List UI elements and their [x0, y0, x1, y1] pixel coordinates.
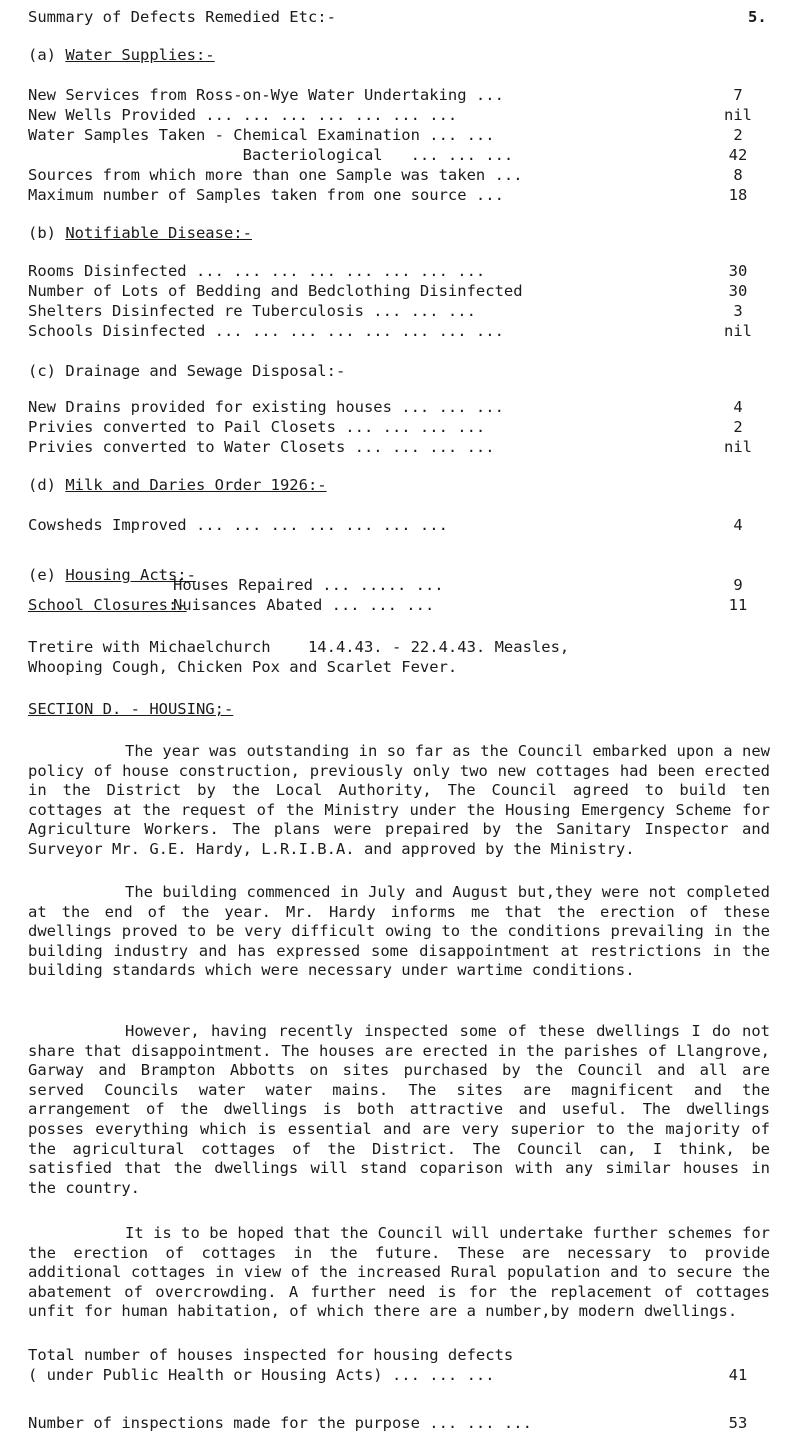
table-row: Houses Repaired ... ..... ... 9 [173, 576, 743, 594]
table-row: Bacteriological ... ... ... 42 [28, 146, 748, 164]
table-row: Sources from which more than one Sample was taken ... 8 [28, 166, 743, 184]
school-closures-heading: School Closures:- [28, 596, 187, 614]
table-row: Cowsheds Improved ... ... ... ... ... ... ... 4 [28, 516, 743, 534]
table-row: Number of Lots of Bedding and Bedclothing Disinfected 30 [28, 282, 748, 300]
table-row: Privies converted to Water Closets ... ... ... ... nil [28, 438, 752, 456]
paragraph: The year was outstanding in so far as the Council embarked upon a new policy of house construction, previously only two new cottages had been erected in the District by the Local Authority, The Council agreed to build ten cottages at the request of the Ministry under the Housing Emergency Scheme for Agriculture Workers. The plans were prepaired by the Sanitary Inspector and Surveyor Mr. G.E. Hardy, L.R.I.B.A. and approved by the Ministry. [28, 742, 770, 858]
paragraph: It is to be hoped that the Council will undertake further schemes for the erection of cottages in the future. These are necessary to provide additional cottages in view of the increased Rural population and to secure the abatement of overcrowding. A further need is for the replacement of cottages unfit for human habitation, of which there are a number,by modern dwellings. [28, 1224, 770, 1321]
table-row: Number of inspections made for the purpose ... ... ... 53 [28, 1414, 748, 1432]
closure-note-line: Whooping Cough, Chicken Pox and Scarlet Fever. [28, 658, 458, 676]
notifiable-disease-heading: (b) Notifiable Disease:- [28, 224, 252, 242]
closure-note-line: Tretire with Michaelchurch 14.4.43. - 22.4.43. Measles, [28, 638, 570, 656]
water-supplies-heading: (a) Water Supplies:- [28, 46, 215, 64]
table-row: Rooms Disinfected ... ... ... ... ... ... ... ... 30 [28, 262, 748, 280]
table-row: New Wells Provided ... ... ... ... ... ... ... nil [28, 106, 752, 124]
paragraph: The building commenced in July and August but,they were not completed at the end of the year. Mr. Hardy informs me that the erection of these dwellings proved to be very difficult owing to the conditions prevailing in the building industry and has expressed some disappointment at restrictions in the building standards which were necessary under wartime conditions. [28, 883, 770, 980]
table-row: Nuisances Abated ... ... ... 11 [173, 596, 748, 614]
table-row: New Services from Ross-on-Wye Water Undertaking ... 7 [28, 86, 743, 104]
page-number: 5. [748, 8, 767, 26]
drainage-heading: (c) Drainage and Sewage Disposal:- [28, 362, 346, 380]
table-row: Privies converted to Pail Closets ... ... ... ... 2 [28, 418, 743, 436]
table-row: Total number of houses inspected for housing defects [28, 1346, 514, 1364]
page-title: Summary of Defects Remedied Etc:- [28, 8, 336, 26]
milk-dairies-heading: (d) Milk and Daries Order 1926:- [28, 476, 327, 494]
table-row: ( under Public Health or Housing Acts) ... ... ... 41 [28, 1366, 748, 1384]
table-row: Schools Disinfected ... ... ... ... ... ... ... ... nil [28, 322, 752, 340]
section-heading: SECTION D. - HOUSING;- [28, 700, 234, 718]
table-row: Maximum number of Samples taken from one source ... 18 [28, 186, 748, 204]
table-row: Water Samples Taken - Chemical Examination ... ... 2 [28, 126, 743, 144]
table-row: Shelters Disinfected re Tuberculosis ... ... ... 3 [28, 302, 743, 320]
paragraph: However, having recently inspected some of these dwellings I do not share that disappointment. The houses are erected in the parishes of Llangrove, Garway and Brampton Abbotts on sites purchased by the Council and all are served Councils water water mains. The sites are magnificent and the arrangement of the dwellings is both attractive and useful. The dwellings posses everything which is essential and are very superior to the majority of the agricultural cottages of the District. The Council can, I think, be satisfied that the dwellings will stand coparison with any similar houses in the country. [28, 1022, 770, 1197]
table-row: New Drains provided for existing houses ... ... ... 4 [28, 398, 743, 416]
housing-acts-heading: (e) Housing Acts:- [28, 566, 196, 584]
